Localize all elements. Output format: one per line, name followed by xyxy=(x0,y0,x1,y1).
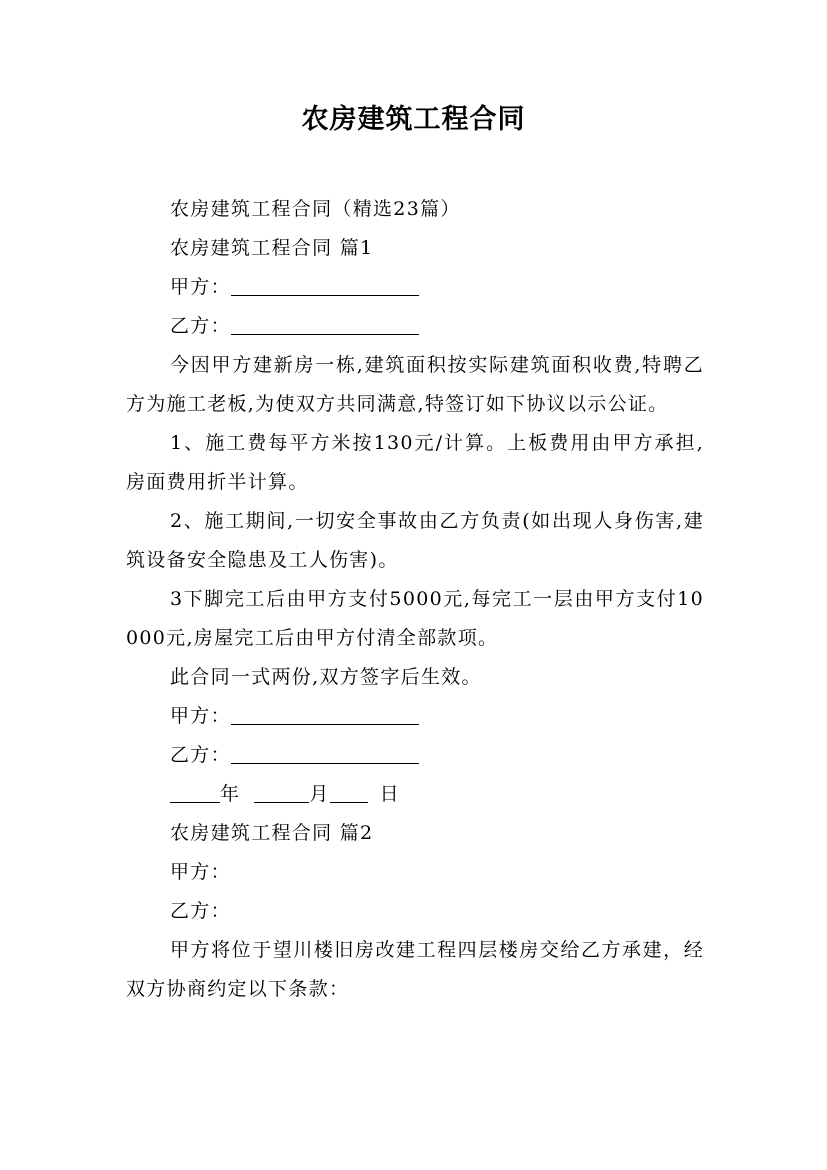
day-label: 日 xyxy=(379,783,400,805)
signature-party-b-line xyxy=(126,736,704,775)
section2-heading: 农房建筑工程合同 篇2 xyxy=(170,822,374,844)
party-a-line xyxy=(126,268,704,307)
signature-party-b-label: 乙方： xyxy=(170,744,231,766)
party-b-label: 乙方： xyxy=(170,315,231,337)
year-label: 年 xyxy=(220,783,241,805)
month-label: 月 xyxy=(309,783,330,805)
section2-paragraph-1: 甲方将位于望川楼旧房改建工程四层楼房交给乙方承建，经双方协商约定以下条款： xyxy=(126,939,704,1000)
section1-heading: 农房建筑工程合同 篇1 xyxy=(170,237,374,259)
section2-party-b: 乙方： xyxy=(170,900,231,922)
document-title: 农房建筑工程合同 xyxy=(301,104,526,135)
date-line xyxy=(126,775,704,814)
clause-3: 3下脚完工后由甲方支付5000元,每完工一层由甲方支付10000元,房屋完工后由甲方付清全部款项。 xyxy=(126,588,704,649)
signature-party-b-blank xyxy=(231,744,419,764)
intro-paragraph: 农房建筑工程合同（精选23篇） xyxy=(170,198,461,220)
party-a-label: 甲方： xyxy=(170,276,231,298)
effective-paragraph: 此合同一式两份,双方签字后生效。 xyxy=(170,666,482,688)
clause-2: 2、施工期间,一切安全事故由乙方负责(如出现人身伤害,建筑设备安全隐患及工人伤害)。 xyxy=(126,510,704,571)
party-b-blank xyxy=(231,315,419,335)
purpose-paragraph: 今因甲方建新房一栋,建筑面积按实际建筑面积收费,特聘乙方为施工老板,为使双方共同满意,特签订如下协议以示公证。 xyxy=(126,354,704,415)
signature-party-a-line xyxy=(126,697,704,736)
document-body xyxy=(126,190,704,1009)
day-blank xyxy=(330,783,368,803)
month-blank xyxy=(254,783,309,803)
party-a-blank xyxy=(231,276,419,296)
signature-party-a-blank xyxy=(231,705,419,725)
section2-party-a: 甲方： xyxy=(170,861,231,883)
year-blank xyxy=(170,783,220,803)
signature-party-a-label: 甲方： xyxy=(170,705,231,727)
clause-1: 1、施工费每平方米按130元/计算。上板费用由甲方承担,房面费用折半计算。 xyxy=(126,432,704,493)
party-b-line xyxy=(126,307,704,346)
